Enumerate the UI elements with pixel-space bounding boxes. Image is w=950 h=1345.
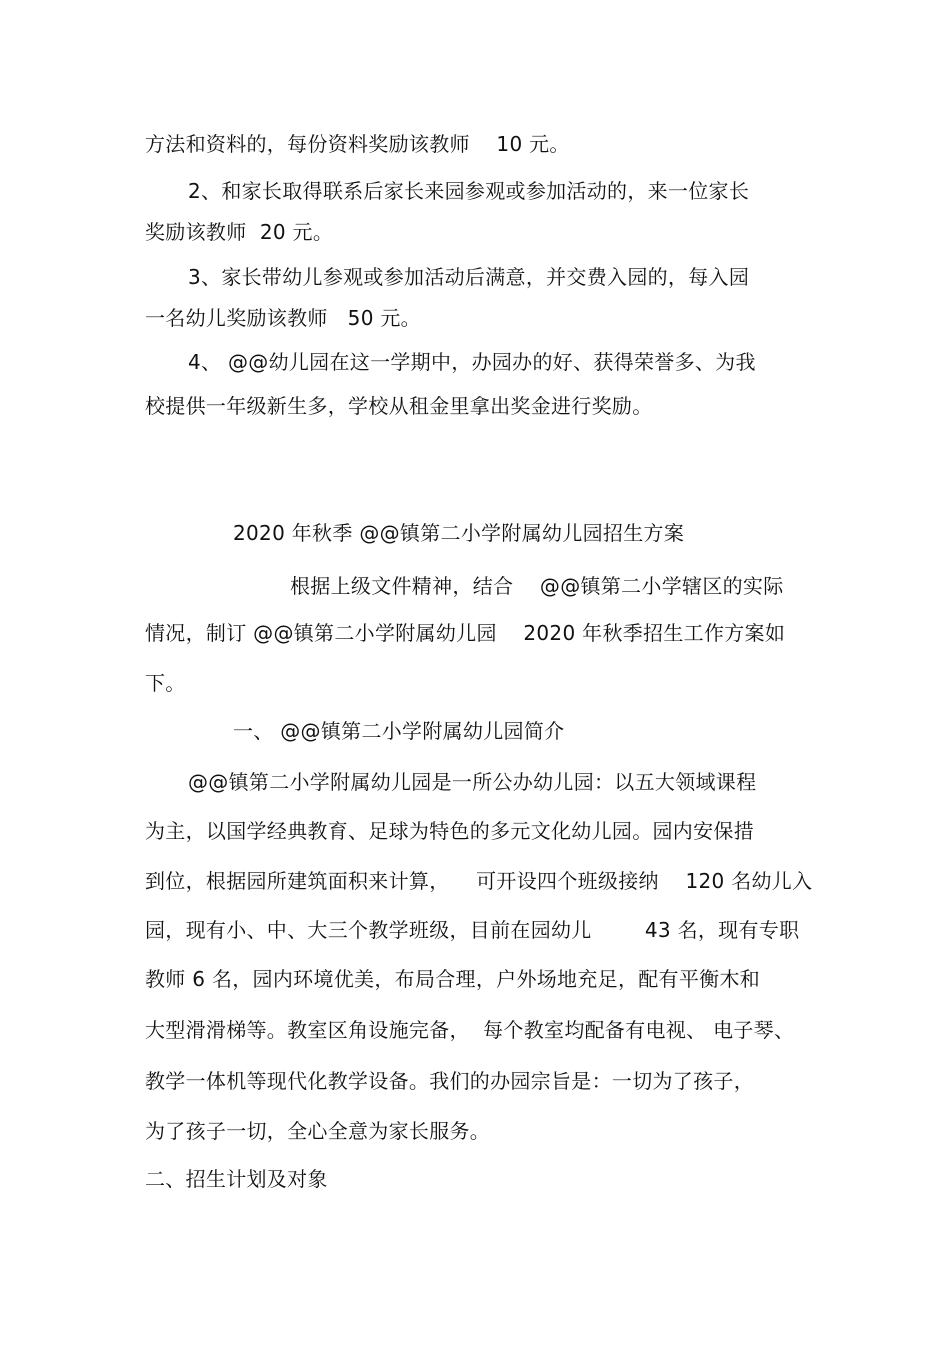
body-line: 教师 6 名，园内环境优美，布局合理，户外场地充足，配有平衡木和: [145, 967, 761, 991]
intro-line: 情况，制订 @@镇第二小学附属幼儿园 2020 年秋季招生工作方案如: [145, 621, 786, 645]
section-heading: 一、 @@镇第二小学附属幼儿园简介: [233, 719, 565, 743]
text-line: 校提供一年级新生多，学校从租金里拿出奖金进行奖励。: [145, 394, 653, 418]
section-heading: 二、招生计划及对象: [145, 1167, 328, 1191]
body-line: 为了孩子一切，全心全意为家长服务。: [145, 1119, 491, 1143]
text-line: 4、 @@幼儿园在这一学期中，办园办的好、获得荣誉多、为我: [188, 350, 756, 374]
body-line: 到位，根据园所建筑面积来计算， 可开设四个班级接纳 120 名幼儿入: [145, 869, 813, 893]
document-title: 2020 年秋季 @@镇第二小学附属幼儿园招生方案: [233, 521, 685, 545]
body-line: 大型滑滑梯等。教室区角设施完备， 每个教室均配备有电视、 电子琴、: [145, 1018, 795, 1042]
body-line: 教学一体机等现代化教学设备。我们的办园宗旨是：一切为了孩子，: [145, 1069, 754, 1093]
body-line: 园，现有小、中、大三个教学班级，目前在园幼儿 43 名，现有专职: [145, 918, 800, 942]
text-line: 一名幼儿奖励该教师 50 元。: [145, 306, 421, 330]
body-line: @@镇第二小学附属幼儿园是一所公办幼儿园：以五大领域课程: [188, 770, 757, 794]
text-line: 方法和资料的，每份资料奖励该教师 10 元。: [145, 132, 570, 156]
intro-line: 根据上级文件精神，结合 @@镇第二小学辖区的实际: [290, 574, 784, 598]
text-line: 3、家长带幼儿参观或参加活动后满意，并交费入园的，每入园: [188, 265, 750, 289]
body-line: 为主，以国学经典教育、足球为特色的多元文化幼儿园。园内安保措: [145, 819, 754, 843]
intro-line: 下。: [145, 671, 186, 695]
text-line: 2、和家长取得联系后家长来园参观或参加活动的，来一位家长: [188, 179, 750, 203]
text-line: 奖励该教师 20 元。: [145, 220, 334, 244]
